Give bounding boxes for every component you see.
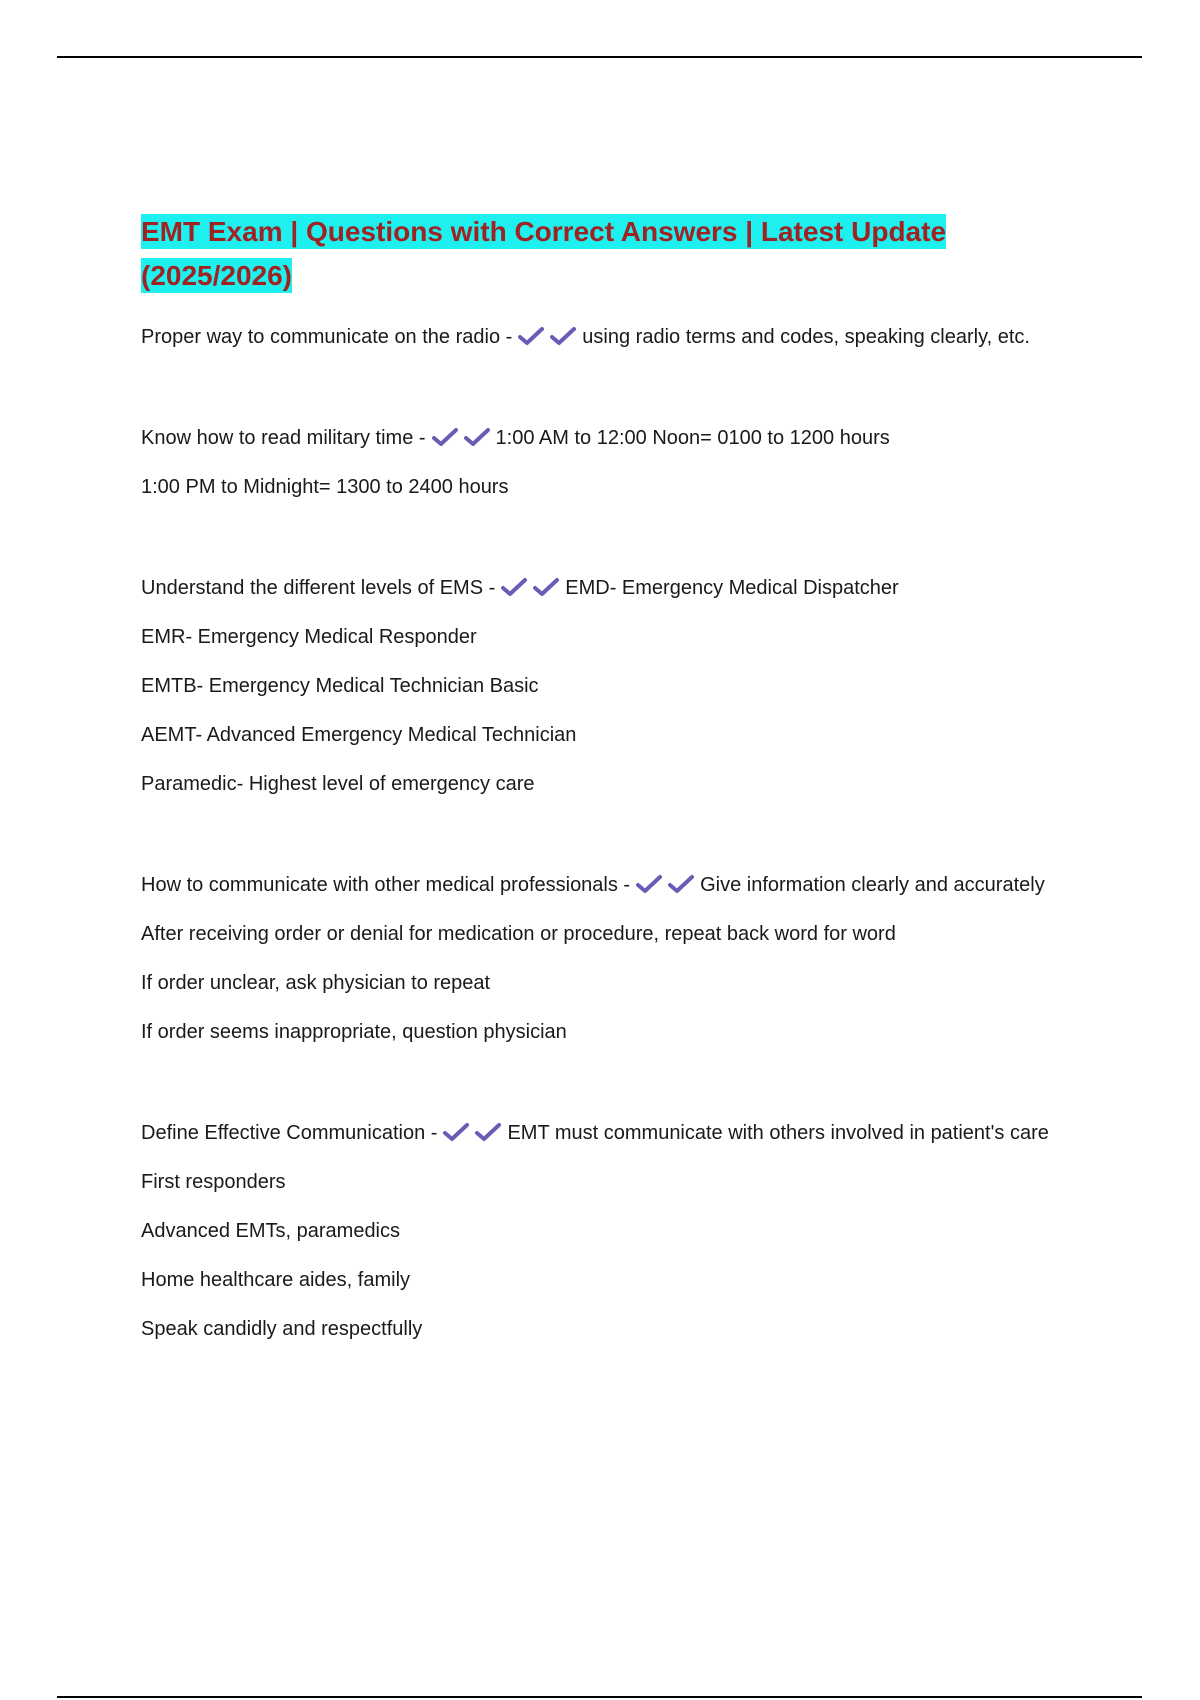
qa-item	[141, 421, 1071, 504]
answer-detail-line: EMR- Emergency Medical Responder	[141, 626, 477, 648]
qa-item	[141, 1116, 1071, 1346]
answer-text: Give information clearly and accurately	[700, 874, 1045, 896]
answer-detail-line: Speak candidly and respectfully	[141, 1318, 423, 1340]
answer-detail-line: First responders	[141, 1171, 286, 1193]
answer-marks	[501, 571, 565, 605]
qa-line	[141, 320, 1071, 354]
question-text: Define Effective Communication -	[141, 1122, 438, 1144]
answer-text: EMD- Emergency Medical Dispatcher	[565, 577, 899, 599]
check-icon	[668, 874, 694, 894]
answer-detail-line: If order seems inappropriate, question physician	[141, 1021, 567, 1043]
qa-item	[141, 571, 1071, 801]
check-icon	[550, 326, 576, 346]
section-gap	[141, 816, 1071, 868]
answer-marks	[443, 1116, 507, 1150]
check-icon	[636, 874, 662, 894]
question-text: How to communicate with other medical professionals -	[141, 874, 631, 896]
top-rule	[57, 56, 1142, 58]
answer-text: using radio terms and codes, speaking clearly, etc.	[582, 326, 1030, 348]
section-gap	[141, 1064, 1071, 1116]
check-icon	[501, 577, 527, 597]
qa-line	[141, 571, 1071, 605]
qa-item	[141, 868, 1071, 1049]
answer-detail-line: EMTB- Emergency Medical Technician Basic	[141, 675, 539, 697]
answer-detail-line: Advanced EMTs, paramedics	[141, 1220, 401, 1242]
document-title	[141, 210, 1071, 298]
answer-marks	[432, 421, 496, 455]
check-icon	[475, 1122, 501, 1142]
answer-marks	[636, 868, 700, 902]
qa-line	[141, 421, 1071, 455]
answer-text: 1:00 AM to 12:00 Noon= 0100 to 1200 hours	[495, 427, 890, 449]
check-icon	[443, 1122, 469, 1142]
answer-detail-line: Paramedic- Highest level of emergency care	[141, 773, 535, 795]
answer-detail-line: Home healthcare aides, family	[141, 1269, 411, 1291]
title-line-1: EMT Exam | Questions with Correct Answers | Latest Update	[141, 216, 947, 247]
answer-marks	[518, 320, 582, 354]
section-gap	[141, 369, 1071, 421]
title-line-2: (2025/2026)	[141, 260, 293, 291]
check-icon	[533, 577, 559, 597]
check-icon	[518, 326, 544, 346]
section-gap	[141, 519, 1071, 571]
check-icon	[432, 427, 458, 447]
answer-text: EMT must communicate with others involved in patient's care	[507, 1122, 1049, 1144]
question-text: Know how to read military time -	[141, 427, 426, 449]
answer-detail-line: AEMT- Advanced Emergency Medical Technician	[141, 724, 577, 746]
answer-detail-line: 1:00 PM to Midnight= 1300 to 2400 hours	[141, 476, 509, 498]
answer-detail-line: If order unclear, ask physician to repeat	[141, 972, 491, 994]
qa-item	[141, 320, 1071, 354]
bottom-rule	[57, 1696, 1142, 1698]
question-text: Proper way to communicate on the radio -	[141, 326, 513, 348]
qa-line	[141, 868, 1071, 902]
document-body	[141, 210, 1071, 1361]
question-text: Understand the different levels of EMS -	[141, 577, 496, 599]
qa-line	[141, 1116, 1071, 1150]
check-icon	[464, 427, 490, 447]
qa-list	[141, 320, 1071, 1346]
answer-detail-line: After receiving order or denial for medication or procedure, repeat back word for word	[141, 923, 896, 945]
